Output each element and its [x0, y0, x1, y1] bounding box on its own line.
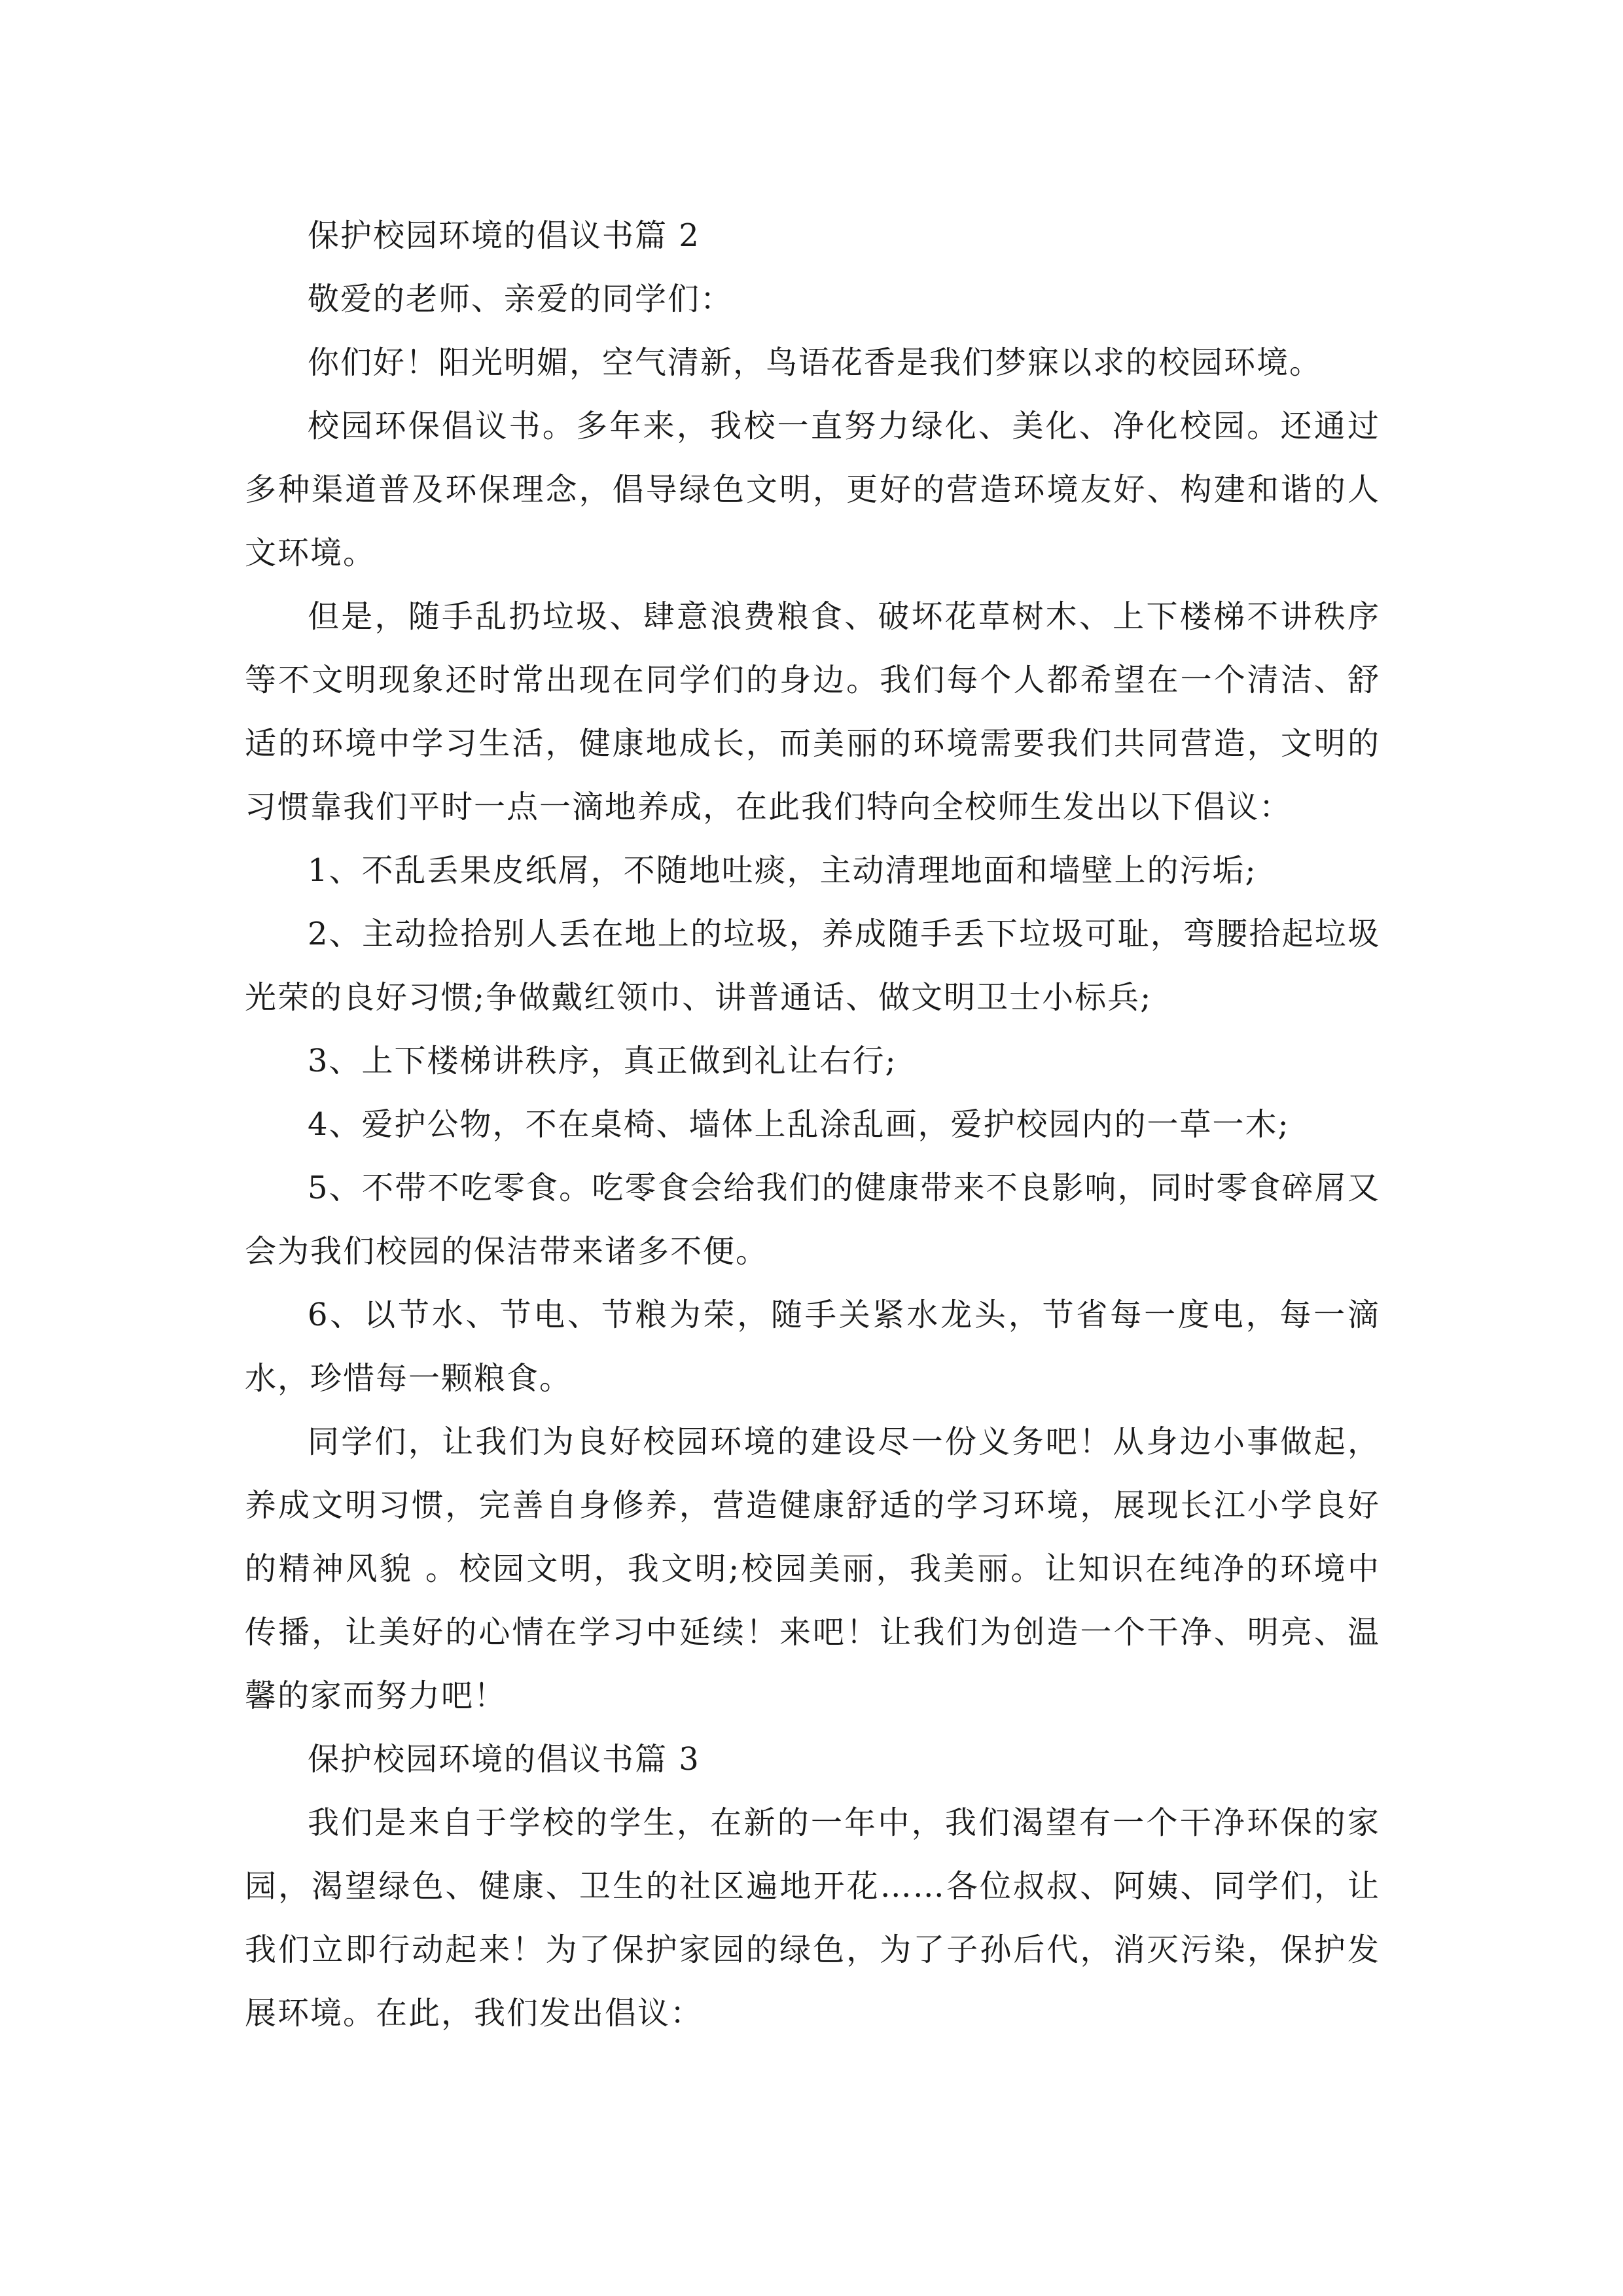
- list-item: 4、爱护公物，不在桌椅、墙体上乱涂乱画，爱护校园内的一草一木;: [308, 1106, 1290, 1143]
- list-item: 1、不乱丢果皮纸屑，不随地吐痰，主动清理地面和墙壁上的污垢;: [308, 852, 1257, 889]
- list-item: 5、不带不吃零食。吃零食会给我们的健康带来不良影响，同时零食碎屑又会为我们校园的保洁带来诸多不便。: [245, 1170, 1380, 1270]
- list-item: 6、以节水、节电、节粮为荣，随手关紧水龙头，节省每一度电，每一滴水，珍惜每一颗粮食。: [245, 1297, 1380, 1397]
- paragraph: 但是，随手乱扔垃圾、肆意浪费粮食、破坏花草树木、上下楼梯不讲秩序等不文明现象还时常出现在同学们的身边。我们每个人都希望在一个清洁、舒适的环境中学习生活，健康地成长，而美丽的环境需要我们共同营造，文明的习惯靠我们平时一点一滴地养成，在此我们特向全校师生发出以下倡议：: [245, 598, 1380, 825]
- paragraph: 校园环保倡议书。多年来，我校一直努力绿化、美化、净化校园。还通过多种渠道普及环保理念，倡导绿色文明，更好的营造环境友好、构建和谐的人文环境。: [245, 408, 1380, 571]
- paragraph: 我们是来自于学校的学生，在新的一年中，我们渴望有一个干净环保的家园，渴望绿色、健康、卫生的社区遍地开花……各位叔叔、阿姨、同学们，让我们立即行动起来！为了保护家园的绿色，为了子孙后代，消灭污染，保护发展环境。在此，我们发出倡议：: [245, 1804, 1380, 2032]
- paragraph: 你们好！阳光明媚，空气清新，鸟语花香是我们梦寐以求的校园环境。: [308, 344, 1323, 381]
- document-body: [245, 204, 1380, 2045]
- section-title: 保护校园环境的倡议书篇 2: [308, 217, 700, 254]
- salutation: 敬爱的老师、亲爱的同学们：: [308, 281, 734, 317]
- list-item: 3、上下楼梯讲秩序，真正做到礼让右行;: [308, 1043, 897, 1079]
- list-item: 2、主动捡拾别人丢在地上的垃圾，养成随手丢下垃圾可耻，弯腰拾起垃圾光荣的良好习惯;争做戴红领巾、讲普通话、做文明卫士小标兵;: [245, 916, 1380, 1016]
- paragraph: 同学们，让我们为良好校园环境的建设尽一份义务吧！从身边小事做起，养成文明习惯，完善自身修养，营造健康舒适的学习环境，展现长江小学良好的精神风貌 。校园文明，我文明;校园美丽，我美丽。让知识在纯净的环境中传播，让美好的心情在学习中延续！来吧！让我们为创造一个干净、明亮、温馨的家而努力吧！: [245, 1424, 1380, 1714]
- section-title: 保护校园环境的倡议书篇 3: [308, 1741, 700, 1778]
